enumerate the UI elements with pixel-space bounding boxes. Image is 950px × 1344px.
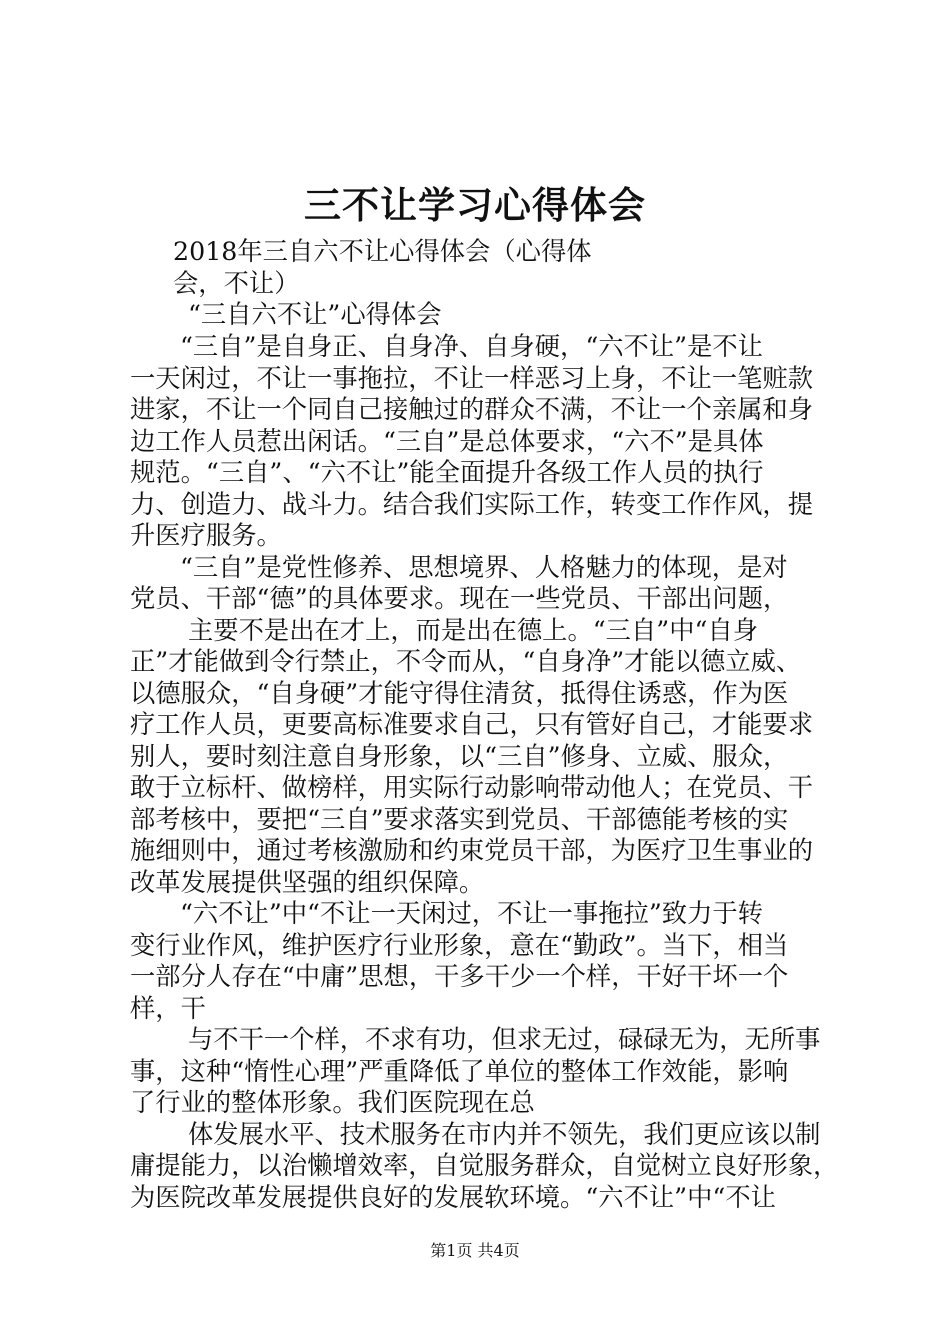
- text-line: 规范。“三自”、“六不让”能全面提升各级工作人员的执行: [130, 458, 764, 487]
- text-line: “三自六不让”心得体会: [188, 300, 442, 329]
- text-line: 改革发展提供坚强的组织保障。: [130, 868, 485, 897]
- text-line: “六不让”中“不让一天闲过，不让一事拖拉”致力于转: [180, 899, 763, 928]
- text-line: 变行业作风，维护医疗行业形象，意在“勤政”。当下，相当: [130, 931, 789, 960]
- text-line: 正”才能做到令行禁止，不令而从，“自身净”才能以德立威、: [130, 647, 802, 676]
- text-line: 疗工作人员，更要高标准要求自己，只有管好自己，才能要求: [130, 710, 814, 739]
- text-line: 2018年三自六不让心得体会（心得体: [173, 237, 592, 266]
- text-line: 主要不是出在才上，而是出在德上。“三自”中“自身: [188, 616, 759, 645]
- page-footer: 第1页 共4页: [430, 1241, 520, 1260]
- text-line: 与不干一个样，不求有功，但求无过，碌碌无为，无所事: [188, 1025, 821, 1054]
- text-line: 进家，不让一个同自己接触过的群众不满，不让一个亲属和身: [130, 395, 814, 424]
- text-line: 党员、干部“德”的具体要求。现在一些党员、干部出问题，: [130, 584, 789, 613]
- text-line: “三自”是自身正、自身净、自身硬，“六不让”是不让: [180, 332, 763, 361]
- text-line: 样，干: [130, 994, 206, 1023]
- text-line: 别人，要时刻注意自身形象，以“三自”修身、立威、服众，: [130, 742, 789, 771]
- text-line: 一天闲过，不让一事拖拉，不让一样恶习上身，不让一笔赃款: [130, 364, 814, 393]
- text-line: 了行业的整体形象。我们医院现在总: [130, 1088, 535, 1117]
- text-line: 会，不让）: [173, 269, 300, 298]
- text-line: 为医院改革发展提供良好的发展软环境。“六不让”中“不让: [130, 1183, 776, 1212]
- text-line: 一部分人存在“中庸”思想，干多干少一个样，干好干坏一个: [130, 962, 789, 991]
- text-line: 升医疗服务。: [130, 521, 282, 550]
- text-line: 以德服众，“自身硬”才能守得住清贫，抵得住诱惑，作为医: [130, 679, 789, 708]
- text-line: “三自”是党性修养、思想境界、人格魅力的体现，是对: [180, 553, 788, 582]
- text-line: 力、创造力、战斗力。结合我们实际工作，转变工作作风，提: [130, 490, 814, 519]
- page-title: 三不让学习心得体会: [304, 183, 646, 227]
- text-line: 庸提能力，以治懒增效率，自觉服务群众，自觉树立良好形象，: [130, 1151, 839, 1180]
- text-line: 事，这种“惰性心理”严重降低了单位的整体工作效能，影响: [130, 1057, 789, 1086]
- text-line: 敢于立标杆、做榜样，用实际行动影响带动他人；在党员、干: [130, 773, 814, 802]
- text-line: 施细则中，通过考核激励和约束党员干部，为医疗卫生事业的: [130, 836, 814, 865]
- text-line: 边工作人员惹出闲话。“三自”是总体要求，“六不”是具体: [130, 427, 764, 456]
- text-line: 体发展水平、技术服务在市内并不领先，我们更应该以制: [188, 1120, 821, 1149]
- text-line: 部考核中，要把“三自”要求落实到党员、干部德能考核的实: [130, 805, 789, 834]
